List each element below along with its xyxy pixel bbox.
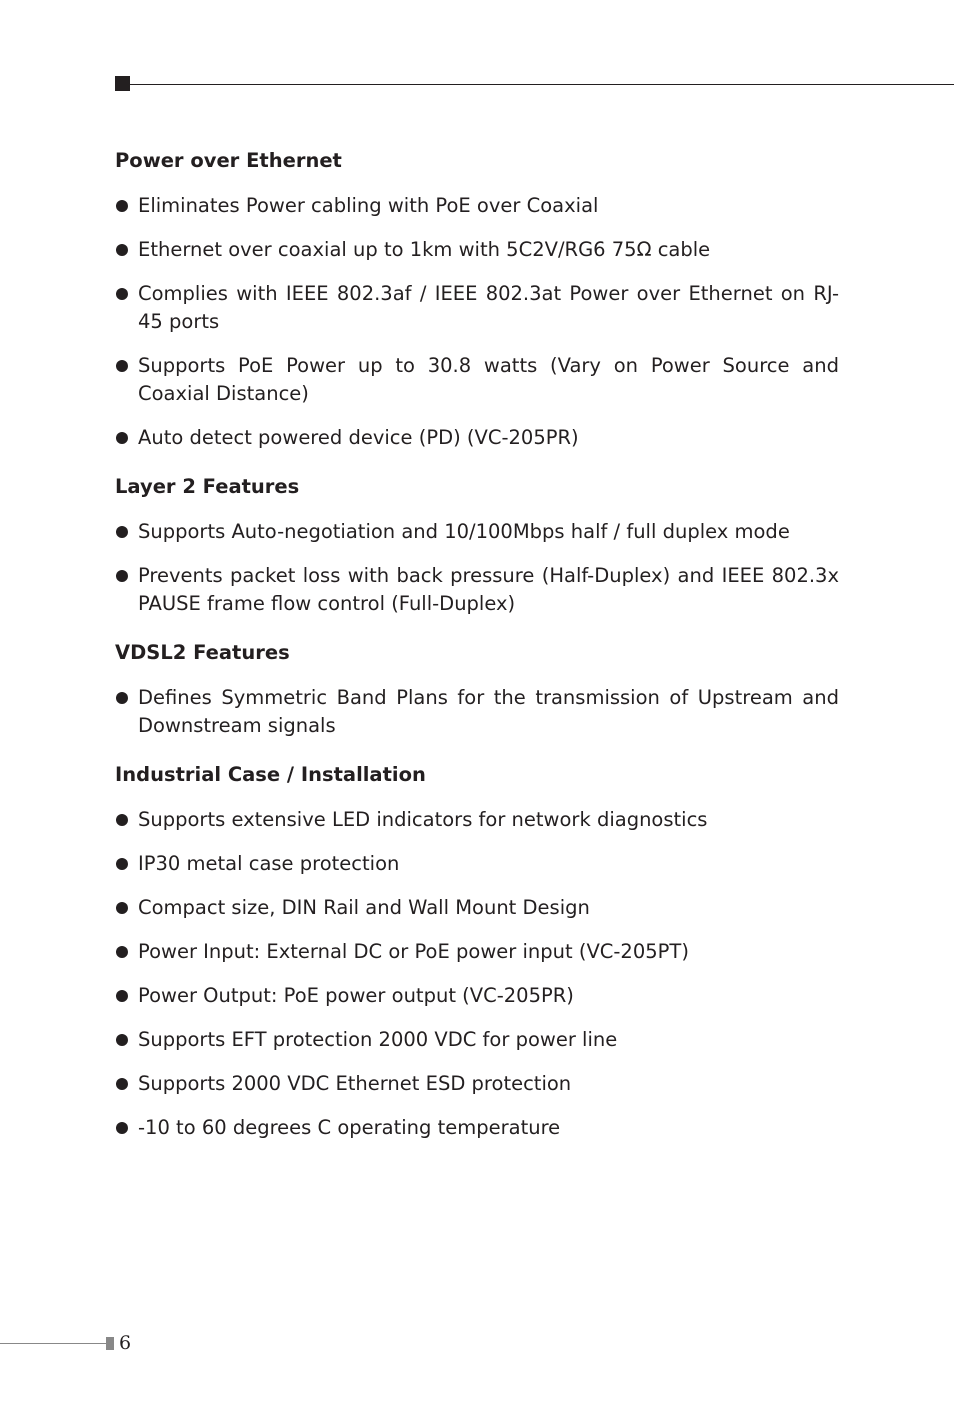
list-item — [115, 562, 839, 618]
list-item-text: Supports PoE Power up to 30.8 watts (Vary on Power Source and Coaxial Distance) — [138, 354, 839, 405]
list-item — [115, 424, 839, 452]
list-item-text: Eliminates Power cabling with PoE over Coaxial — [138, 194, 599, 217]
bullet-icon — [116, 902, 128, 914]
list-item-text: Compact size, DIN Rail and Wall Mount Design — [138, 896, 590, 919]
feature-list — [115, 192, 839, 452]
section-heading: Industrial Case / Installation — [115, 763, 426, 786]
bullet-icon — [116, 858, 128, 870]
feature-list — [115, 684, 839, 740]
section-heading: Power over Ethernet — [115, 149, 342, 172]
feature-list — [115, 518, 839, 618]
section-industrial-case-installation — [115, 762, 839, 1142]
list-item — [115, 982, 839, 1010]
bullet-icon — [116, 1078, 128, 1090]
list-item-text: Prevents packet loss with back pressure (Half-Duplex) and IEEE 802.3x PAUSE frame flow control (Full-Duplex) — [138, 564, 839, 615]
footer-marker — [106, 1337, 114, 1350]
bullet-icon — [116, 570, 128, 582]
list-item — [115, 894, 839, 922]
section-power-over-ethernet — [115, 148, 839, 452]
bullet-icon — [116, 526, 128, 538]
section-layer-2-features — [115, 474, 839, 618]
footer-rule — [0, 1343, 106, 1344]
bullet-icon — [116, 692, 128, 704]
list-item — [115, 1114, 839, 1142]
bullet-icon — [116, 432, 128, 444]
list-item-text: Ethernet over coaxial up to 1km with 5C2V/RG6 75Ω cable — [138, 238, 711, 261]
list-item — [115, 280, 839, 336]
list-item-text: Complies with IEEE 802.3af / IEEE 802.3at Power over Ethernet on RJ-45 ports — [138, 282, 839, 333]
list-item — [115, 938, 839, 966]
list-item — [115, 806, 839, 834]
list-item-text: -10 to 60 degrees C operating temperature — [138, 1116, 561, 1139]
list-item — [115, 850, 839, 878]
list-item-text: Supports 2000 VDC Ethernet ESD protection — [138, 1072, 572, 1095]
section-heading: Layer 2 Features — [115, 475, 300, 498]
section-vdsl2-features — [115, 640, 839, 740]
page-number: 6 — [119, 1332, 132, 1354]
bullet-icon — [116, 946, 128, 958]
list-item-text: Supports EFT protection 2000 VDC for power line — [138, 1028, 618, 1051]
feature-list — [115, 806, 839, 1142]
list-item-text: Defines Symmetric Band Plans for the transmission of Upstream and Downstream signals — [138, 686, 839, 737]
list-item-text: Supports Auto-negotiation and 10/100Mbps half / full duplex mode — [138, 520, 790, 543]
list-item-text: Supports extensive LED indicators for network diagnostics — [138, 808, 708, 831]
bullet-icon — [116, 814, 128, 826]
header-rule — [130, 84, 954, 85]
bullet-icon — [116, 1034, 128, 1046]
list-item — [115, 352, 839, 408]
bullet-icon — [116, 1122, 128, 1134]
list-item — [115, 684, 839, 740]
header-marker — [115, 76, 130, 91]
section-heading: VDSL2 Features — [115, 641, 290, 664]
list-item — [115, 1070, 839, 1098]
bullet-icon — [116, 244, 128, 256]
list-item-text: Auto detect powered device (PD) (VC-205PR) — [138, 426, 579, 449]
bullet-icon — [116, 360, 128, 372]
list-item — [115, 1026, 839, 1054]
list-item-text: Power Output: PoE power output (VC-205PR) — [138, 984, 574, 1007]
bullet-icon — [116, 990, 128, 1002]
bullet-icon — [116, 288, 128, 300]
list-item — [115, 192, 839, 220]
list-item — [115, 236, 839, 264]
feature-content — [115, 148, 839, 1164]
list-item — [115, 518, 839, 546]
list-item-text: Power Input: External DC or PoE power input (VC-205PT) — [138, 940, 689, 963]
list-item-text: IP30 metal case protection — [138, 852, 400, 875]
bullet-icon — [116, 200, 128, 212]
